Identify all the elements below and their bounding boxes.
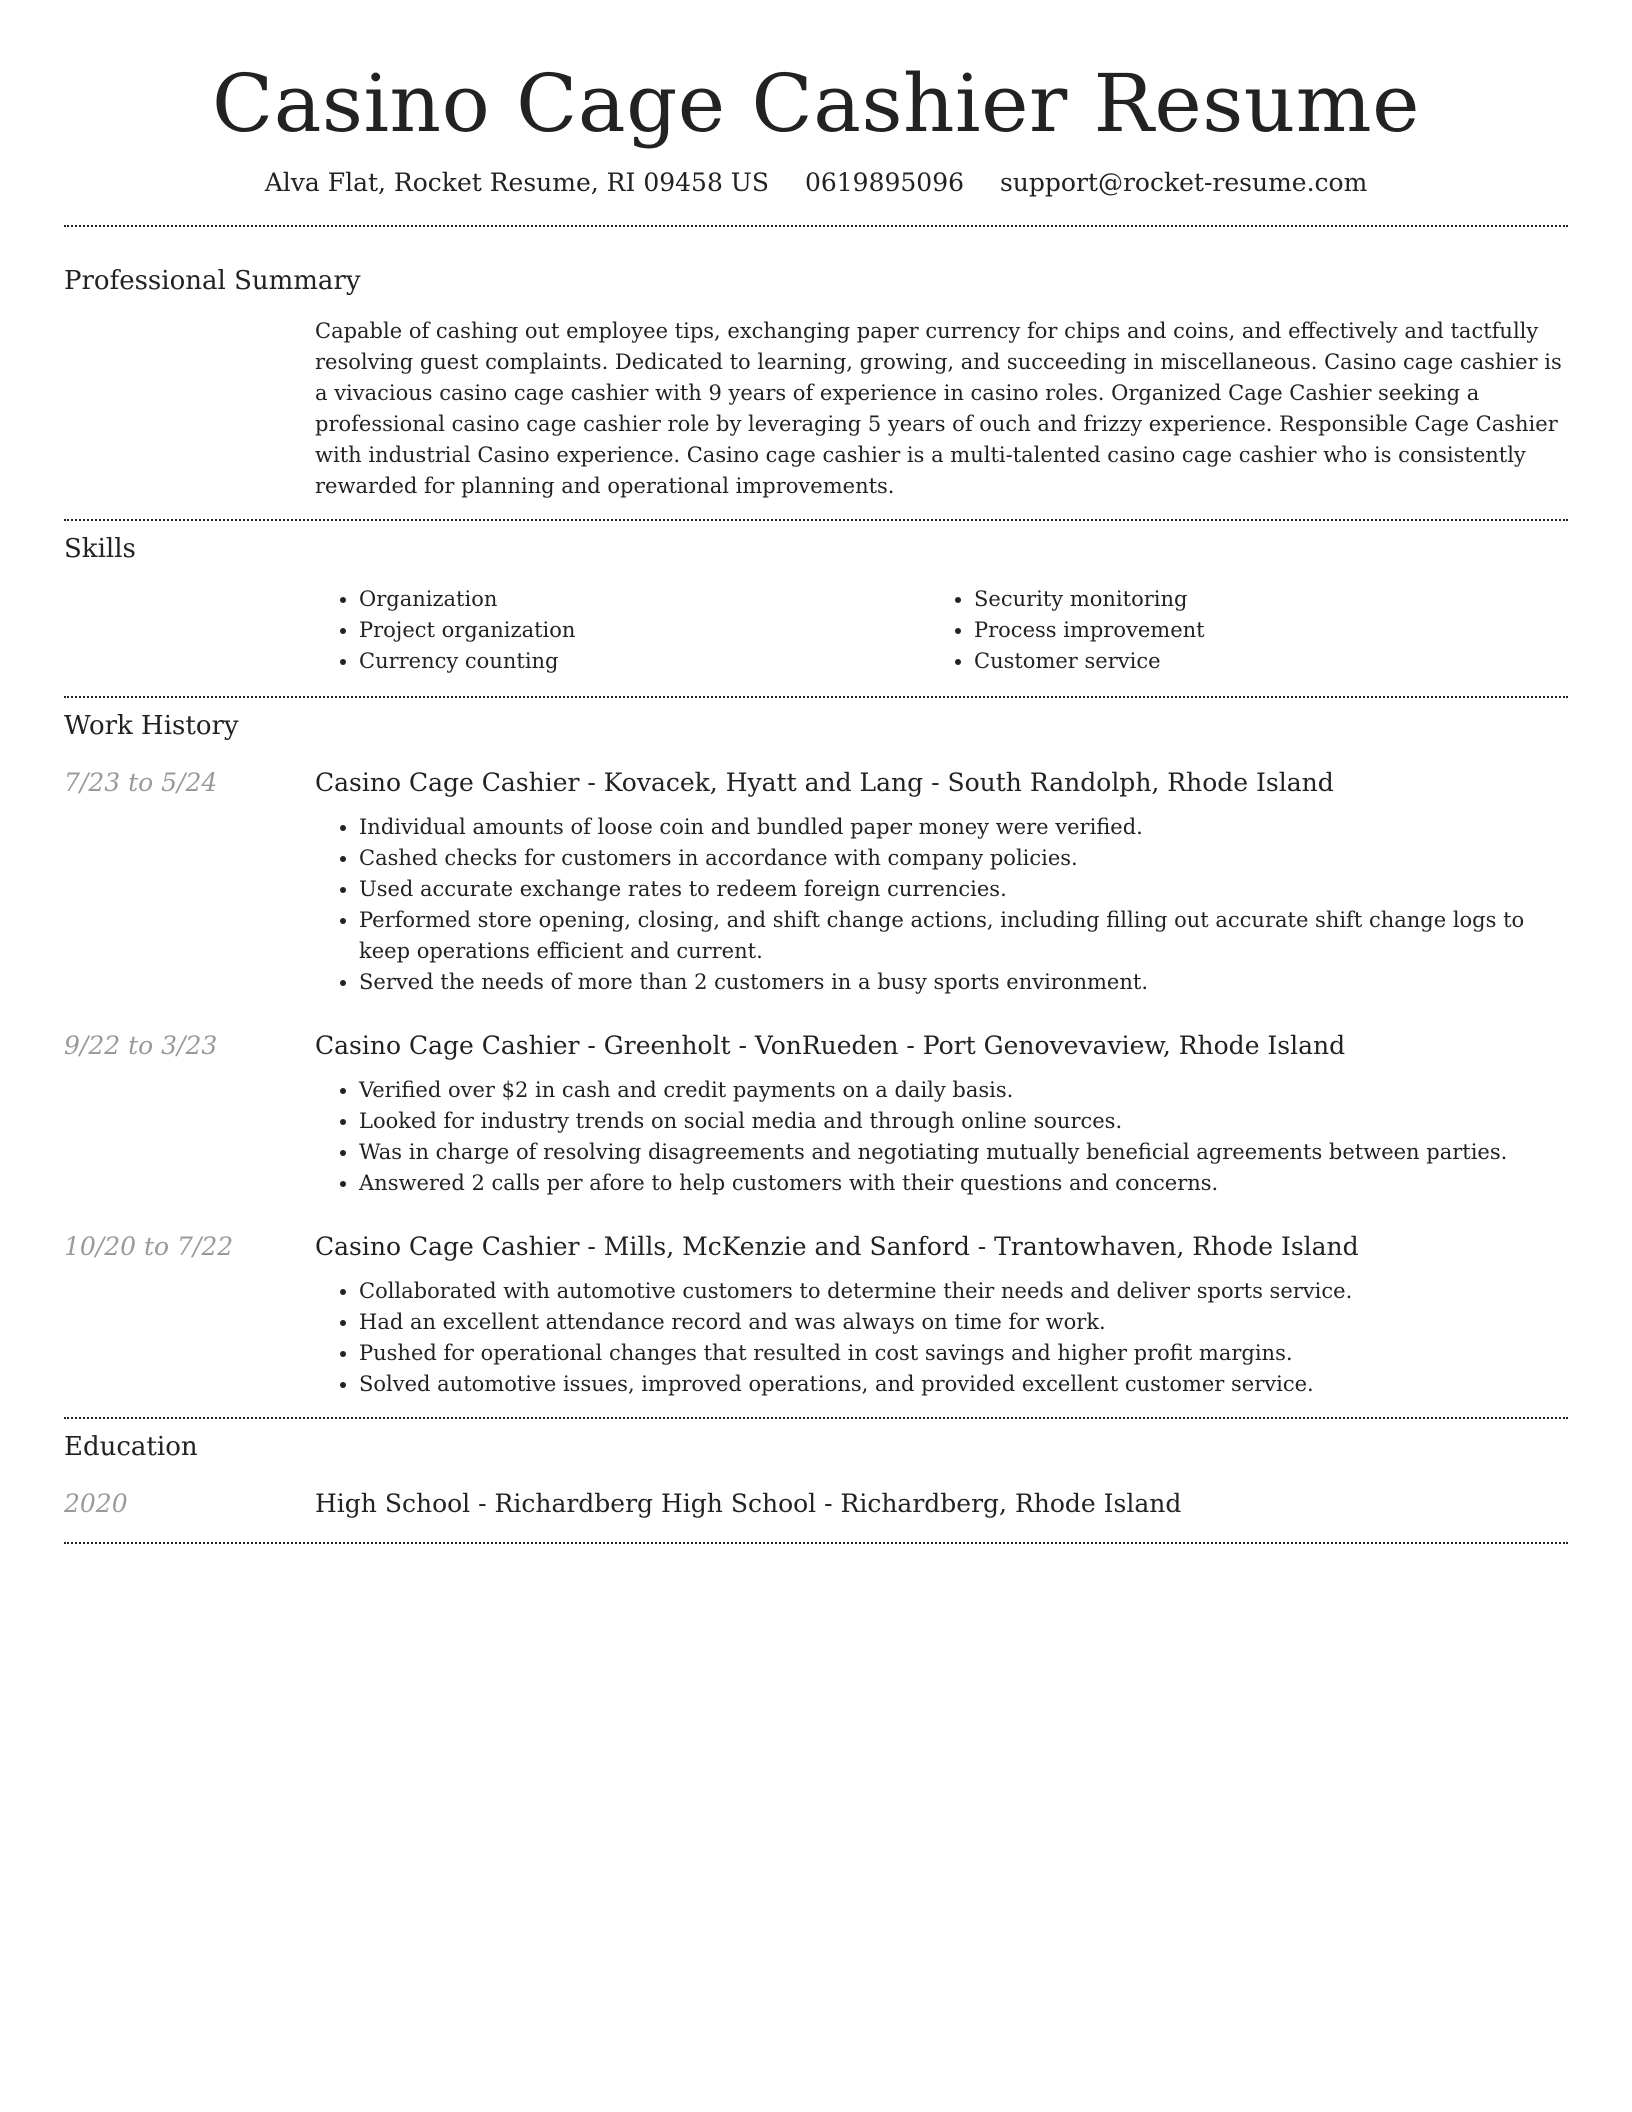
contact-line xyxy=(64,166,1568,200)
skill-item: • Organization xyxy=(359,584,930,615)
job-bullet: • Looked for industry trends on social media and through online sources. xyxy=(359,1106,1568,1137)
resume-title: Casino Cage Cashier Resume xyxy=(212,57,1420,150)
job-bullets xyxy=(315,1075,1568,1199)
job-bullet: • Answered 2 calls per afore to help customers with their questions and concerns. xyxy=(359,1168,1568,1199)
summary-section xyxy=(64,227,1568,502)
job-title: Casino Cage Cashier - Kovacek, Hyatt and Lang - South Randolph, Rhode Island xyxy=(315,768,1334,797)
job-bullet: • Solved automotive issues, improved operations, and provided excellent customer service. xyxy=(359,1369,1568,1400)
work-section xyxy=(64,698,1568,1400)
job-bullet: • Served the needs of more than 2 customers in a busy sports environment. xyxy=(359,967,1568,998)
job-bullets xyxy=(315,1276,1568,1400)
education-entry xyxy=(64,1487,1568,1521)
job-bullet: • Collaborated with automotive customers to determine their needs and deliver sports service. xyxy=(359,1276,1568,1307)
skills-list-left xyxy=(315,584,930,677)
job-bullet: • Performed store opening, closing, and shift change actions, including filling out accurate shift change logs to keep operations efficient and current. xyxy=(359,905,1568,967)
skill-item: • Process improvement xyxy=(974,615,1545,646)
job-bullet: • Used accurate exchange rates to redeem foreign currencies. xyxy=(359,874,1568,905)
resume-page xyxy=(64,0,1568,1544)
education-heading: Education xyxy=(64,1432,198,1462)
skills-grid xyxy=(315,584,1568,677)
summary-content xyxy=(315,316,1568,502)
summary-text: Capable of cashing out employee tips, exchanging paper currency for chips and coins, and effectively and tactfully resolving guest complaints. Dedicated to learning, growing, and succeeding in miscellaneous. Casino cage cashier is a vivacious casino cage cashier with 9 years of experience in casino roles. Organized Cage Cashier seeking a professional casino cage cashier role by leveraging 5 years of ouch and frizzy experience. Responsible Cage Cashier with industrial Casino experience. Casino cage cashier is a multi-talented casino cage cashier who is consistently rewarded for planning and operational improvements. xyxy=(315,319,1562,498)
job-date: 7/23 to 5/24 xyxy=(64,768,218,797)
job-entry xyxy=(64,1230,1568,1400)
job-title: Casino Cage Cashier - Greenholt - VonRueden - Port Genovevaview, Rhode Island xyxy=(315,1031,1346,1060)
job-bullet: • Cashed checks for customers in accordance with company policies. xyxy=(359,843,1568,874)
skill-item: • Security monitoring xyxy=(974,584,1545,615)
skills-column-right xyxy=(930,584,1545,677)
contact-address: Alva Flat, Rocket Resume, RI 09458 US xyxy=(264,168,769,197)
job-entry xyxy=(64,766,1568,998)
education-title: High School - Richardberg High School - Richardberg, Rhode Island xyxy=(315,1489,1182,1518)
education-date: 2020 xyxy=(64,1489,128,1518)
job-title: Casino Cage Cashier - Mills, McKenzie and Sanford - Trantowhaven, Rhode Island xyxy=(315,1232,1359,1261)
skills-section xyxy=(64,521,1568,677)
job-bullet: • Individual amounts of loose coin and bundled paper money were verified. xyxy=(359,812,1568,843)
skill-item: • Project organization xyxy=(359,615,930,646)
skills-column-left xyxy=(315,584,930,677)
education-section xyxy=(64,1419,1568,1521)
job-bullets xyxy=(315,812,1568,998)
job-date: 9/22 to 3/23 xyxy=(64,1031,218,1060)
work-heading: Work History xyxy=(64,711,239,741)
job-bullet: • Had an excellent attendance record and was always on time for work. xyxy=(359,1307,1568,1338)
skills-list-right xyxy=(930,584,1545,677)
job-bullet: • Pushed for operational changes that resulted in cost savings and higher profit margins. xyxy=(359,1338,1568,1369)
contact-email: support@rocket-resume.com xyxy=(999,168,1368,197)
summary-heading: Professional Summary xyxy=(64,266,361,296)
skill-item: • Currency counting xyxy=(359,646,930,677)
job-bullet: • Was in charge of resolving disagreements and negotiating mutually beneficial agreements between parties. xyxy=(359,1137,1568,1168)
skill-item: • Customer service xyxy=(974,646,1545,677)
education-divider xyxy=(64,1542,1568,1544)
job-bullet: • Verified over $2 in cash and credit payments on a daily basis. xyxy=(359,1075,1568,1106)
skills-heading: Skills xyxy=(64,534,136,564)
contact-phone: 0619895096 xyxy=(804,168,965,197)
job-date: 10/20 to 7/22 xyxy=(64,1232,234,1261)
job-entry xyxy=(64,1029,1568,1199)
